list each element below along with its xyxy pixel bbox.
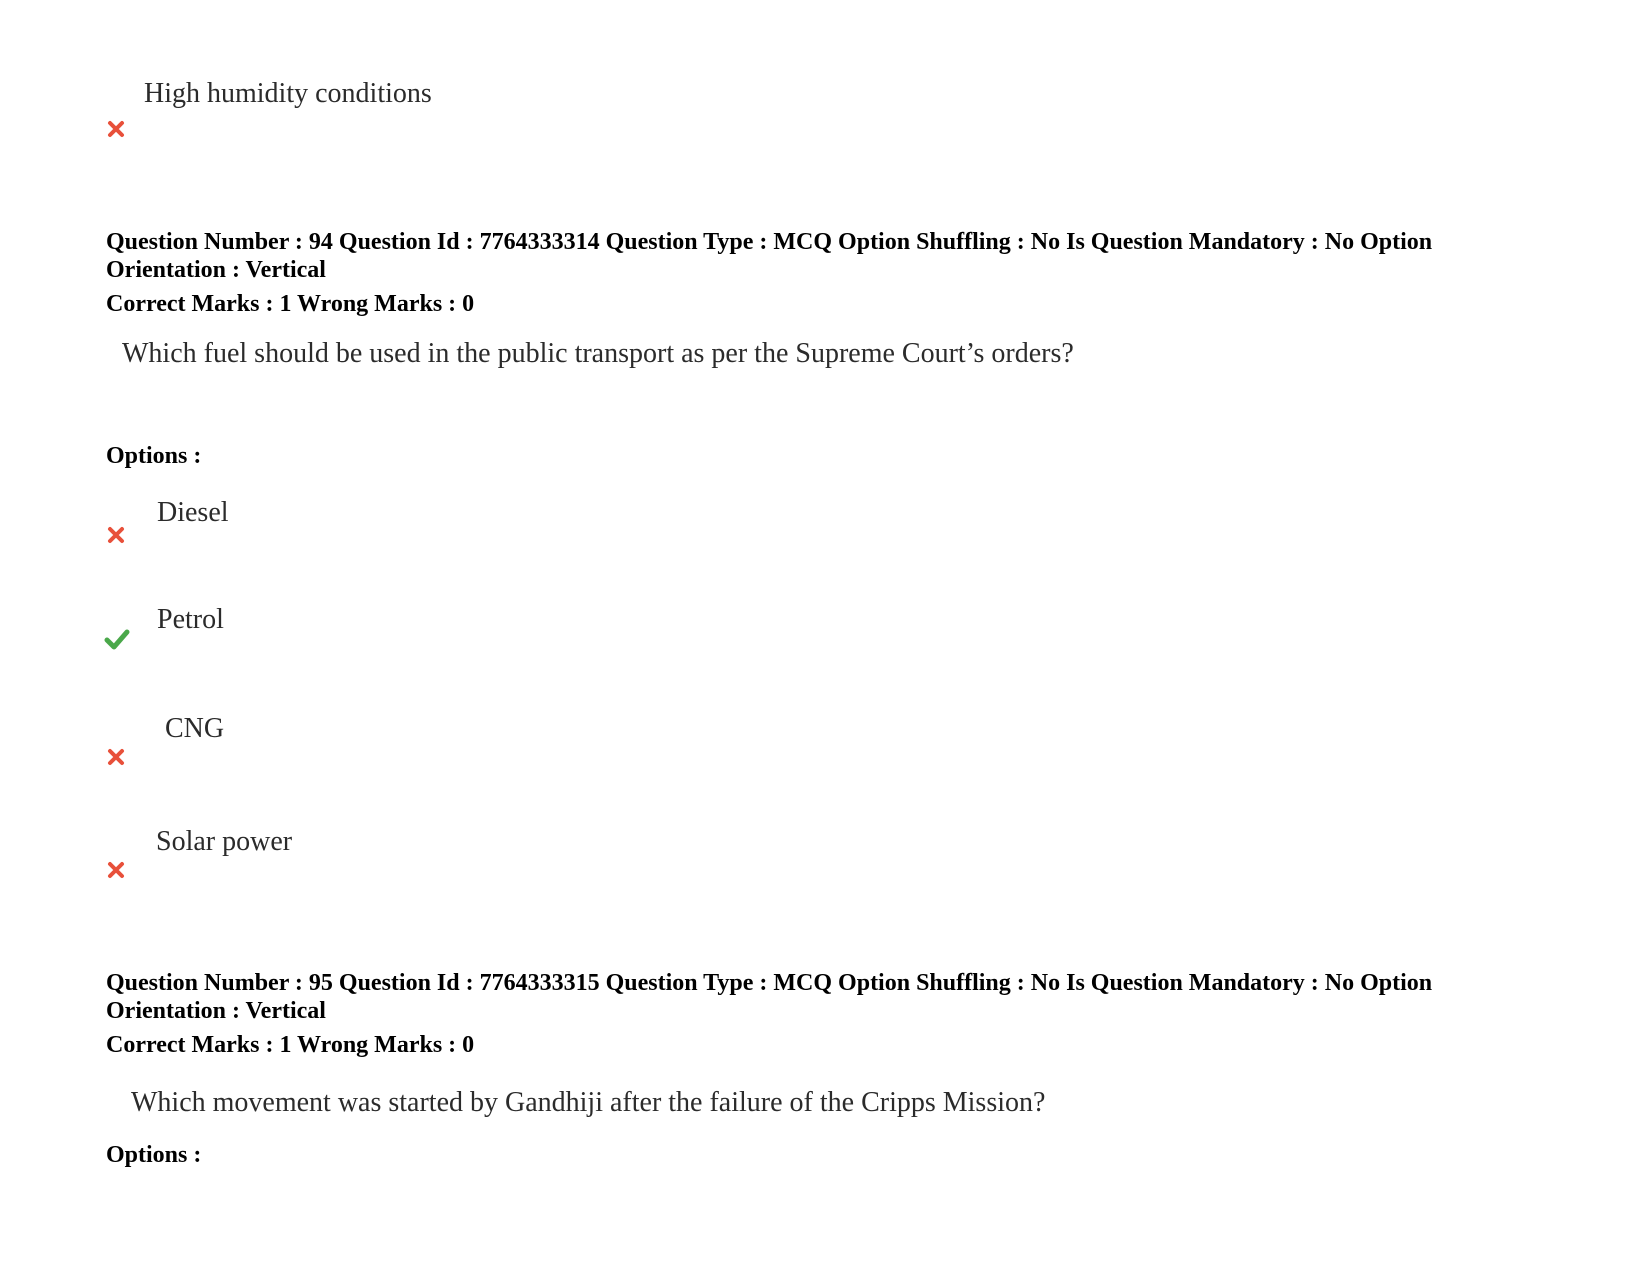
option-text: CNG <box>165 713 225 744</box>
cross-icon <box>107 861 125 879</box>
check-icon <box>104 628 130 650</box>
cross-icon <box>107 748 125 766</box>
option-text: Diesel <box>157 497 229 528</box>
cross-icon <box>107 526 125 544</box>
options-heading: Options : <box>106 1142 202 1168</box>
option-text: High humidity conditions <box>144 78 432 109</box>
option-text: Petrol <box>157 604 224 635</box>
option-text: Solar power <box>156 826 293 857</box>
cross-icon <box>107 120 125 138</box>
question-marks: Correct Marks : 1 Wrong Marks : 0 <box>106 291 475 317</box>
question-text: Which movement was started by Gandhiji after the failure of the Cripps Mission? <box>131 1087 1046 1118</box>
options-heading: Options : <box>106 443 202 469</box>
question-meta: Question Number : 95 Question Id : 7764333315 Question Type : MCQ Option Shuffling : No Is Question Mandatory : No Option Orientation : Vertical <box>106 970 1433 1024</box>
question-meta: Question Number : 94 Question Id : 7764333314 Question Type : MCQ Option Shuffling : No Is Question Mandatory : No Option Orientation : Vertical <box>106 229 1433 283</box>
question-marks: Correct Marks : 1 Wrong Marks : 0 <box>106 1032 475 1058</box>
question-text: Which fuel should be used in the public transport as per the Supreme Court’s orders? <box>122 338 1074 369</box>
